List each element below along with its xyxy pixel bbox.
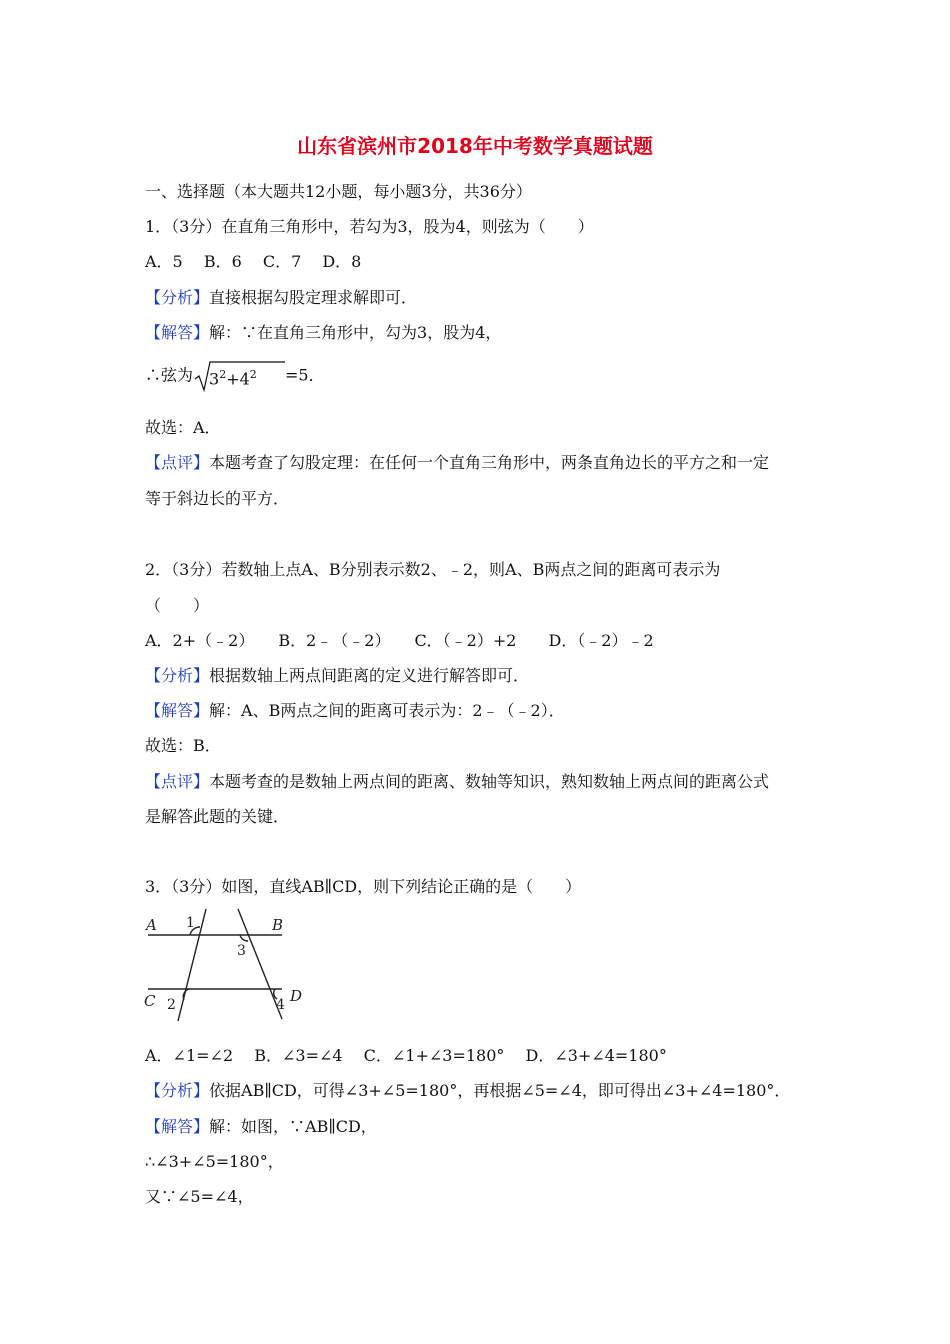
radicand <box>209 365 257 389</box>
q3-solution <box>145 1117 377 1137</box>
q3-analysis-text: 依据AB∥CD，可得∠3+∠5=180°，再根据∠5=∠4，即可得出∠3+∠4=180°． <box>209 1081 791 1100</box>
label-b: B <box>272 916 284 934</box>
q2-comment <box>145 772 769 792</box>
label-angle-2: 2 <box>167 997 176 1013</box>
q3-analysis <box>145 1081 790 1101</box>
label-a: A <box>146 916 157 934</box>
section-heading: 一、选择题（本大题共12小题，每小题3分，共36分） <box>145 182 532 201</box>
q2-solution-text: 解：A、B两点之间的距离可表示为：2﹣（﹣2）． <box>209 701 565 720</box>
q2-comment-cont: 是解答此题的关键． <box>145 807 290 826</box>
label-c: C <box>144 992 156 1010</box>
parallel-lines-figure <box>140 905 315 1023</box>
label-angle-4: 4 <box>276 997 285 1013</box>
q1-solution-text: 解：∵在直角三角形中，勾为3，股为4， <box>209 323 502 342</box>
solution-tag: 【解答】 <box>145 1117 210 1136</box>
comment-tag: 【点评】 <box>145 772 210 791</box>
label-angle-1: 1 <box>186 915 195 931</box>
label-angle-3: 3 <box>237 943 246 959</box>
analysis-tag: 【分析】 <box>145 288 210 307</box>
radicand-plus: +4 <box>226 368 250 388</box>
q2-options: A．2+（﹣2） B．2﹣（﹣2） C．（﹣2）+2 D．（﹣2）﹣2 <box>145 631 654 650</box>
q3-options: A．∠1=∠2 B．∠3=∠4 C．∠1+∠3=180° D．∠3+∠4=180° <box>145 1046 667 1065</box>
q1-analysis <box>145 288 417 308</box>
q1-comment <box>145 453 769 473</box>
q2-choice: 故选：B． <box>145 736 221 755</box>
radicand-exp-1: 2 <box>219 367 227 381</box>
q3-step-2: 又∵∠5=∠4， <box>145 1187 254 1206</box>
comment-tag: 【点评】 <box>145 453 210 472</box>
q2-analysis <box>145 666 529 686</box>
radicand-exp-2: 2 <box>249 367 257 381</box>
q1-comment-text: 本题考查了勾股定理：在任何一个直角三角形中，两条直角边长的平方之和一定 <box>209 453 770 472</box>
q2-analysis-text: 根据数轴上两点间距离的定义进行解答即可． <box>209 666 530 685</box>
q1-step-suffix: =5． <box>285 365 325 385</box>
q1-step <box>145 358 325 393</box>
q1-solution <box>145 323 501 343</box>
q3-stem: 3．（3分）如图，直线AB∥CD，则下列结论正确的是（ ） <box>145 877 582 896</box>
solution-tag: 【解答】 <box>145 323 210 342</box>
q1-comment-cont: 等于斜边长的平方． <box>145 489 290 508</box>
q3-solution-text: 解：如图，∵AB∥CD， <box>209 1117 377 1136</box>
angle-2-arc <box>183 989 189 1000</box>
q2-stem: 2．（3分）若数轴上点A、B分别表示数2、﹣2，则A、B两点之间的距离可表示为 <box>145 560 721 579</box>
sqrt-expression <box>193 359 285 393</box>
q1-stem: 1．（3分）在直角三角形中，若勾为3，股为4，则弦为（ ） <box>145 217 594 236</box>
angle-3-arc <box>240 935 248 941</box>
analysis-tag: 【分析】 <box>145 1081 210 1100</box>
label-d: D <box>290 987 303 1005</box>
radicand-base-1: 3 <box>209 368 220 388</box>
q2-stem-cont: （ ） <box>145 596 210 615</box>
page-title: 山东省滨州市2018年中考数学真题试题 <box>297 134 653 158</box>
analysis-tag: 【分析】 <box>145 666 210 685</box>
q1-step-prefix: ∴弦为 <box>145 365 194 385</box>
q1-options: A．5 B．6 C．7 D．8 <box>145 252 362 271</box>
q1-analysis-text: 直接根据勾股定理求解即可． <box>209 288 418 307</box>
q1-choice: 故选：A． <box>145 418 221 437</box>
solution-tag: 【解答】 <box>145 701 210 720</box>
q2-comment-text: 本题考查的是数轴上两点间的距离、数轴等知识，熟知数轴上两点间的距离公式 <box>209 772 770 791</box>
q2-solution <box>145 701 565 721</box>
q3-step-1: ∴∠3+∠5=180°， <box>145 1152 284 1171</box>
